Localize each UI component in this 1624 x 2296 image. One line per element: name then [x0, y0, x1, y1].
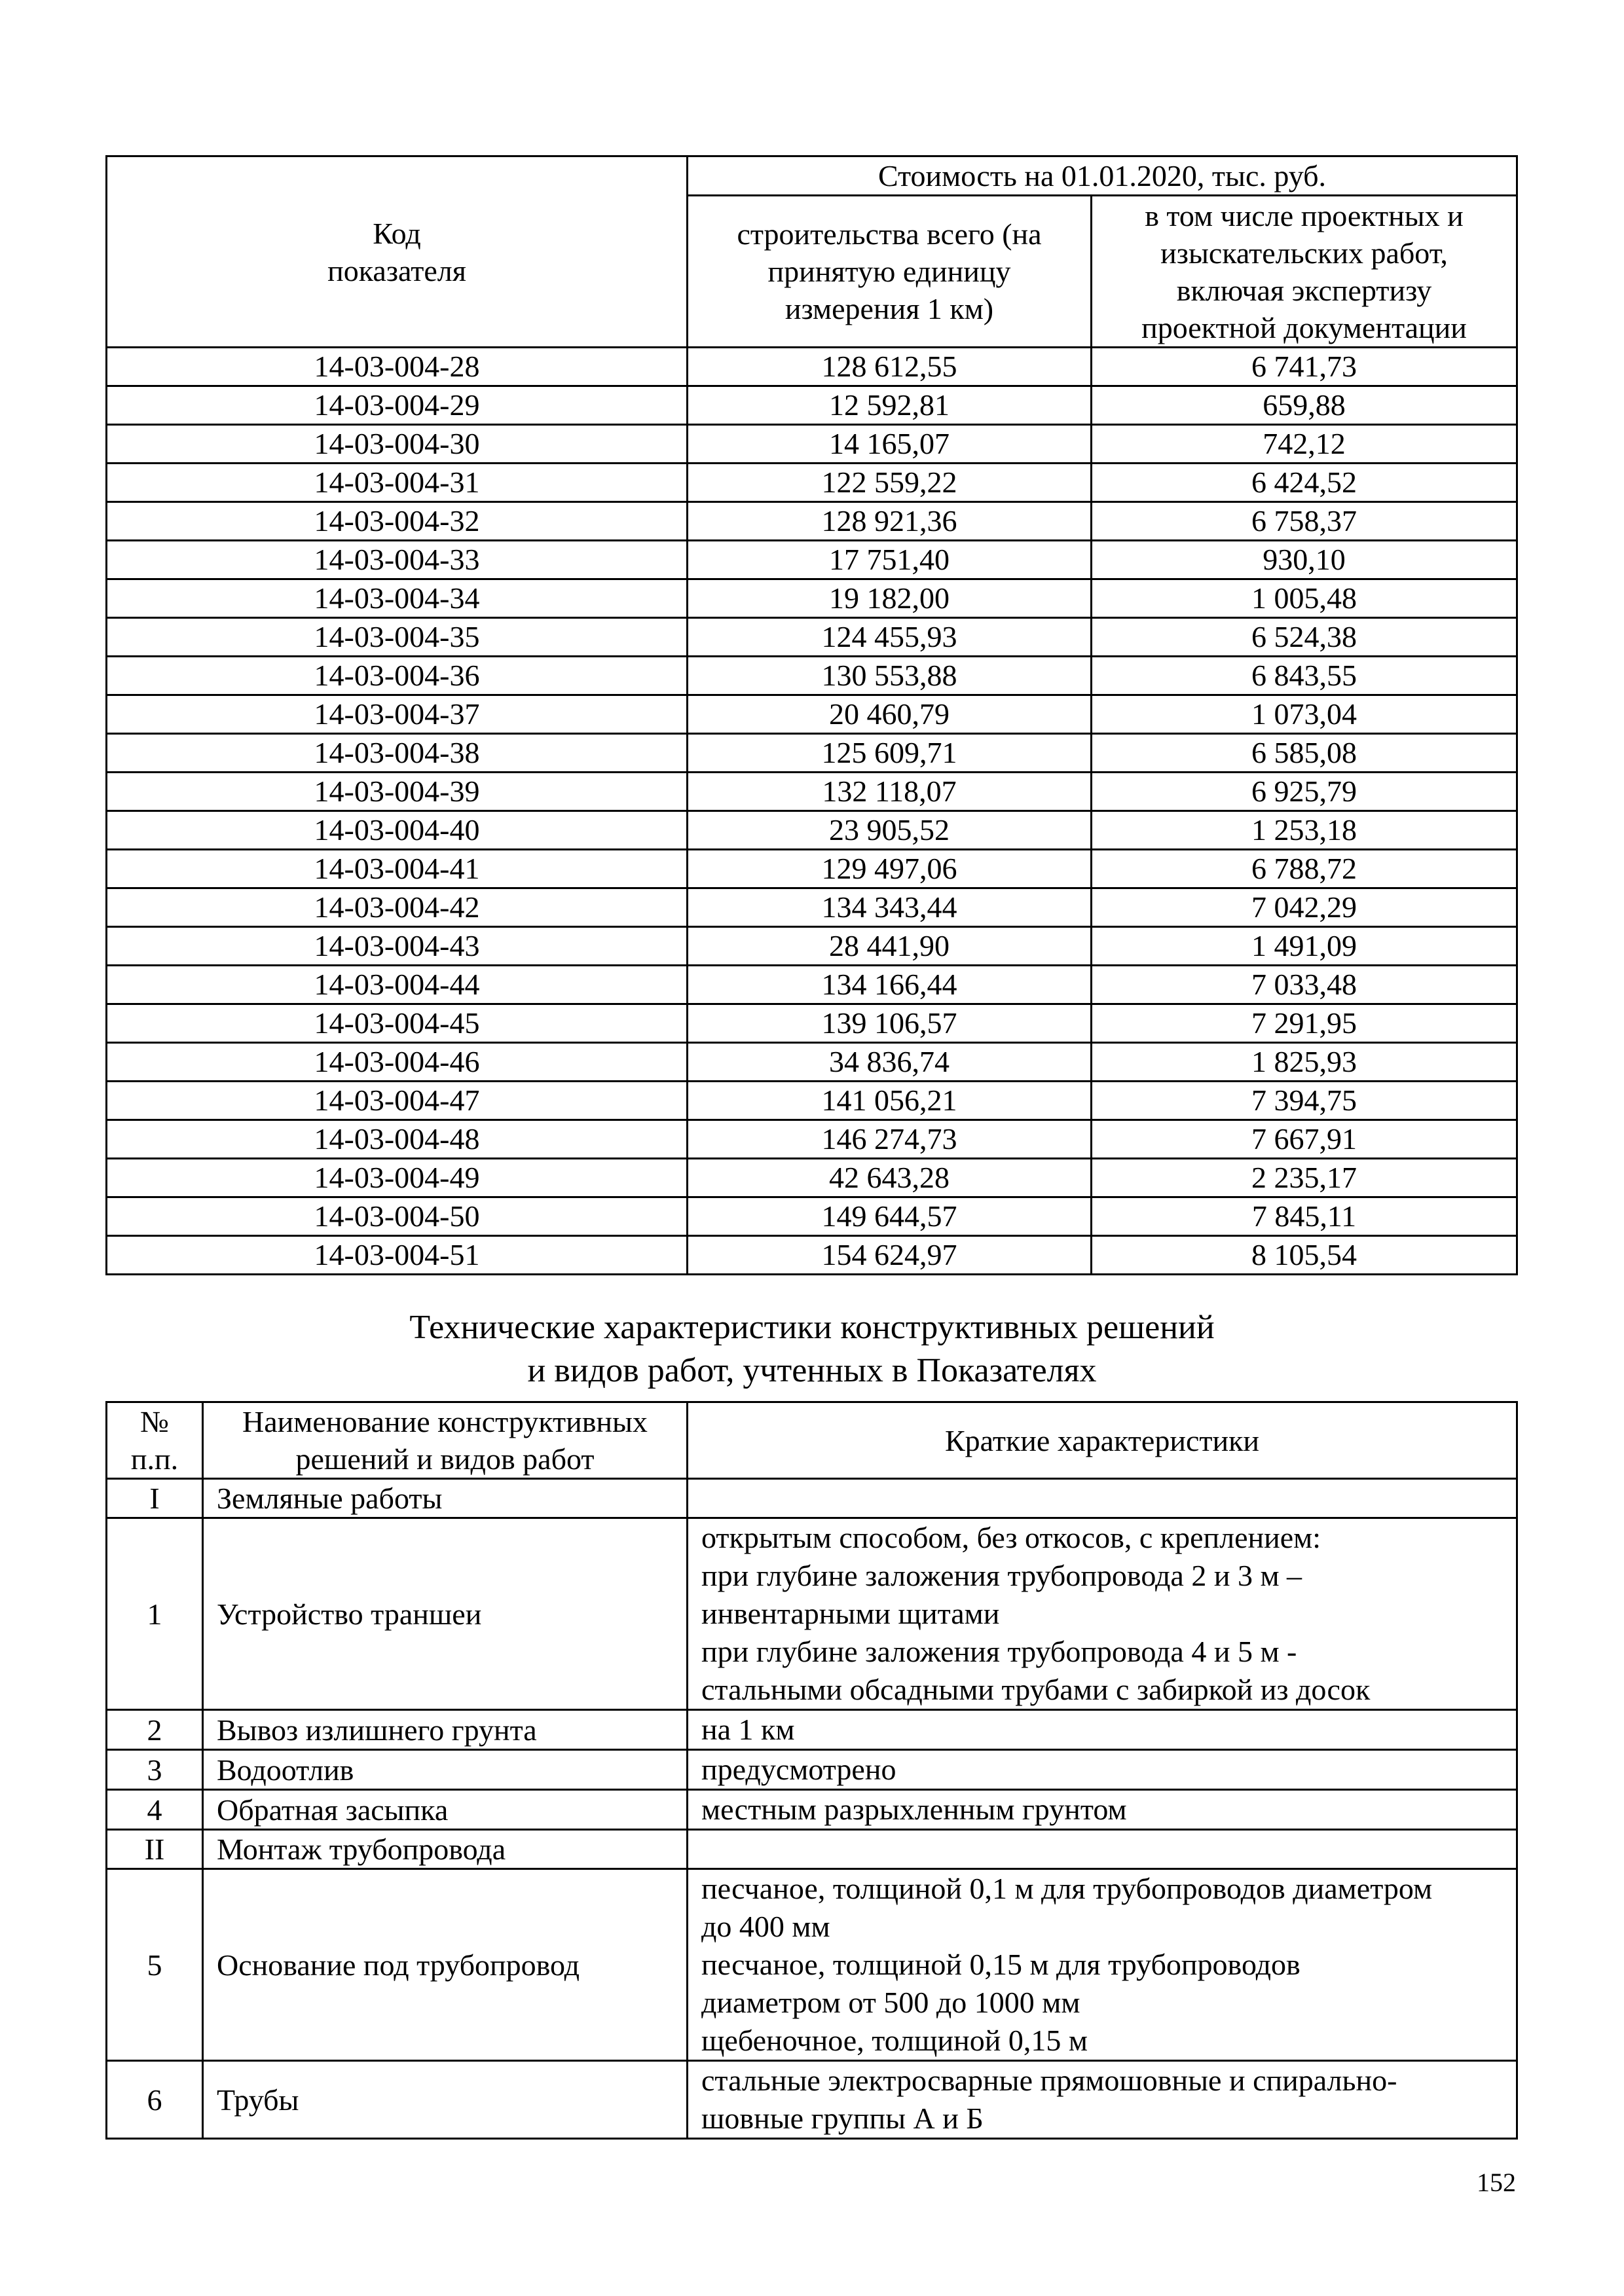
- table-row: [107, 1004, 1517, 1043]
- table-row: [107, 1120, 1517, 1159]
- table-row: [107, 1197, 1517, 1236]
- cell-construction-total: 128 612,55: [688, 348, 1092, 386]
- cell-code: 14-03-004-46: [107, 1043, 688, 1082]
- cell-num: 5: [107, 1869, 203, 2061]
- cell-code: 14-03-004-30: [107, 425, 688, 464]
- cell-construction-total: 12 592,81: [688, 386, 1092, 425]
- table-row: [107, 695, 1517, 734]
- cell-construction-total: 23 905,52: [688, 811, 1092, 850]
- table-row: [107, 1710, 1517, 1750]
- desc-line: на 1 км: [701, 1713, 795, 1746]
- cell-code: 14-03-004-43: [107, 927, 688, 966]
- desc-line: инвентарными щитами: [701, 1597, 1000, 1630]
- cell-desc: [688, 1869, 1517, 2061]
- cell-code: 14-03-004-36: [107, 657, 688, 695]
- cell-design-included: 7 033,48: [1092, 966, 1517, 1004]
- cell-num: 1: [107, 1518, 203, 1710]
- cell-num: II: [107, 1830, 203, 1869]
- cell-design-included: 2 235,17: [1092, 1159, 1517, 1197]
- cell-name: Водоотлив: [203, 1750, 688, 1790]
- desc-line: стальные электросварные прямошовные и спирально-: [701, 2064, 1397, 2097]
- cell-code: 14-03-004-38: [107, 734, 688, 773]
- cell-code: 14-03-004-51: [107, 1236, 688, 1275]
- cell-design-included: 742,12: [1092, 425, 1517, 464]
- desc-line: местным разрыхленным грунтом: [701, 1793, 1127, 1826]
- desc-line: диаметром от 500 до 1000 мм: [701, 1986, 1080, 2019]
- cell-design-included: 7 845,11: [1092, 1197, 1517, 1236]
- cell-code: 14-03-004-44: [107, 966, 688, 1004]
- table-row: [107, 1159, 1517, 1197]
- cell-construction-total: 149 644,57: [688, 1197, 1092, 1236]
- cell-construction-total: 132 118,07: [688, 773, 1092, 811]
- cell-design-included: 7 042,29: [1092, 888, 1517, 927]
- cell-design-included: 659,88: [1092, 386, 1517, 425]
- header-cost-group: Стоимость на 01.01.2020, тыс. руб.: [688, 156, 1517, 196]
- table-row: [107, 579, 1517, 618]
- cell-code: 14-03-004-29: [107, 386, 688, 425]
- desc-line: песчаное, толщиной 0,15 м для трубопроводов: [701, 1948, 1301, 1981]
- header-desc: Краткие характеристики: [688, 1402, 1517, 1479]
- cell-construction-total: 125 609,71: [688, 734, 1092, 773]
- tech-table: [105, 1401, 1518, 2140]
- header-design-included: в том числе проектных и изыскательских работ, включая экспертизу проектной документации: [1092, 196, 1517, 348]
- page-number: 152: [1477, 2168, 1516, 2197]
- cell-code: 14-03-004-48: [107, 1120, 688, 1159]
- cell-design-included: 1 073,04: [1092, 695, 1517, 734]
- desc-line: щебеночное, толщиной 0,15 м: [701, 2024, 1088, 2057]
- desc-line: при глубине заложения трубопровода 4 и 5 м -: [701, 1635, 1297, 1668]
- table-row: [107, 966, 1517, 1004]
- table-row: [107, 1869, 1517, 2061]
- table-row: [107, 1790, 1517, 1830]
- cell-desc: [688, 1790, 1517, 1830]
- cell-design-included: 8 105,54: [1092, 1236, 1517, 1275]
- cell-construction-total: 34 836,74: [688, 1043, 1092, 1082]
- cell-desc: [688, 1479, 1517, 1518]
- table-row: [107, 464, 1517, 502]
- cell-name: Монтаж трубопровода: [203, 1830, 688, 1869]
- cell-code: 14-03-004-41: [107, 850, 688, 888]
- cell-name: Обратная засыпка: [203, 1790, 688, 1830]
- table-row: [107, 657, 1517, 695]
- header-name: Наименование конструктивных решений и видов работ: [203, 1402, 688, 1479]
- section-title-line-2: и видов работ, учтенных в Показателях: [527, 1352, 1097, 1389]
- table-row: [107, 1518, 1517, 1710]
- table-row: [107, 811, 1517, 850]
- cell-design-included: 1 253,18: [1092, 811, 1517, 850]
- section-title-line-1: Технические характеристики конструктивных решений: [409, 1309, 1215, 1346]
- cell-desc: [688, 2061, 1517, 2139]
- cell-design-included: 6 741,73: [1092, 348, 1517, 386]
- desc-line: шовные группы А и Б: [701, 2102, 984, 2135]
- cell-construction-total: 20 460,79: [688, 695, 1092, 734]
- header-num: № п.п.: [107, 1402, 203, 1479]
- cell-construction-total: 129 497,06: [688, 850, 1092, 888]
- table-row: [107, 1236, 1517, 1275]
- table-row: [107, 850, 1517, 888]
- table-row: [107, 386, 1517, 425]
- cell-construction-total: 19 182,00: [688, 579, 1092, 618]
- cell-design-included: 6 585,08: [1092, 734, 1517, 773]
- cell-code: 14-03-004-28: [107, 348, 688, 386]
- cell-construction-total: 42 643,28: [688, 1159, 1092, 1197]
- cell-design-included: 6 788,72: [1092, 850, 1517, 888]
- table-row: [107, 1750, 1517, 1790]
- table-row: [107, 1082, 1517, 1120]
- cell-design-included: 6 524,38: [1092, 618, 1517, 657]
- cell-design-included: 6 758,37: [1092, 502, 1517, 541]
- desc-line: при глубине заложения трубопровода 2 и 3 м –: [701, 1559, 1302, 1592]
- cell-code: 14-03-004-45: [107, 1004, 688, 1043]
- cell-num: 3: [107, 1750, 203, 1790]
- table-row: [107, 1043, 1517, 1082]
- cell-num: 4: [107, 1790, 203, 1830]
- table-row: [107, 888, 1517, 927]
- cell-num: 6: [107, 2061, 203, 2139]
- table-row: [107, 541, 1517, 579]
- table-row: [107, 2061, 1517, 2139]
- cell-code: 14-03-004-31: [107, 464, 688, 502]
- cell-construction-total: 28 441,90: [688, 927, 1092, 966]
- cell-code: 14-03-004-47: [107, 1082, 688, 1120]
- cell-construction-total: 130 553,88: [688, 657, 1092, 695]
- cell-construction-total: 154 624,97: [688, 1236, 1092, 1275]
- cell-design-included: 1 491,09: [1092, 927, 1517, 966]
- cell-name: Вывоз излишнего грунта: [203, 1710, 688, 1750]
- cell-name: Земляные работы: [203, 1479, 688, 1518]
- cost-table: [105, 155, 1518, 1275]
- cell-construction-total: 124 455,93: [688, 618, 1092, 657]
- cell-construction-total: 141 056,21: [688, 1082, 1092, 1120]
- cell-num: I: [107, 1479, 203, 1518]
- table-row: [107, 1479, 1517, 1518]
- desc-line: открытым способом, без откосов, с креплением:: [701, 1521, 1321, 1554]
- cell-design-included: 7 394,75: [1092, 1082, 1517, 1120]
- cell-name: Основание под трубопровод: [203, 1869, 688, 2061]
- cell-construction-total: 146 274,73: [688, 1120, 1092, 1159]
- cell-name: Устройство траншеи: [203, 1518, 688, 1710]
- cell-construction-total: 139 106,57: [688, 1004, 1092, 1043]
- table-row: [107, 502, 1517, 541]
- cell-construction-total: 122 559,22: [688, 464, 1092, 502]
- table-row: [107, 927, 1517, 966]
- cell-code: 14-03-004-32: [107, 502, 688, 541]
- header-construction-total: строительства всего (на принятую единицу измерения 1 км): [688, 196, 1092, 348]
- table-row: [107, 425, 1517, 464]
- table-row: [107, 1830, 1517, 1869]
- table-row: [107, 618, 1517, 657]
- cell-desc: [688, 1518, 1517, 1710]
- cell-design-included: 7 667,91: [1092, 1120, 1517, 1159]
- desc-line: предусмотрено: [701, 1753, 896, 1786]
- cell-design-included: 6 424,52: [1092, 464, 1517, 502]
- cell-code: 14-03-004-35: [107, 618, 688, 657]
- cell-num: 2: [107, 1710, 203, 1750]
- cell-code: 14-03-004-50: [107, 1197, 688, 1236]
- cell-design-included: 6 925,79: [1092, 773, 1517, 811]
- cell-desc: [688, 1830, 1517, 1869]
- desc-line: стальными обсадными трубами с забиркой из досок: [701, 1673, 1371, 1706]
- cell-code: 14-03-004-40: [107, 811, 688, 850]
- cell-design-included: 930,10: [1092, 541, 1517, 579]
- desc-line: песчаное, толщиной 0,1 м для трубопроводов диаметром: [701, 1872, 1433, 1905]
- table-row: [107, 773, 1517, 811]
- cell-code: 14-03-004-33: [107, 541, 688, 579]
- cell-construction-total: 128 921,36: [688, 502, 1092, 541]
- cell-construction-total: 134 343,44: [688, 888, 1092, 927]
- cell-construction-total: 134 166,44: [688, 966, 1092, 1004]
- table-row: [107, 734, 1517, 773]
- cell-code: 14-03-004-37: [107, 695, 688, 734]
- cell-design-included: 6 843,55: [1092, 657, 1517, 695]
- cell-name: Трубы: [203, 2061, 688, 2139]
- table-row: [107, 348, 1517, 386]
- cell-code: 14-03-004-39: [107, 773, 688, 811]
- section-title: [0, 1306, 1624, 1393]
- cell-code: 14-03-004-42: [107, 888, 688, 927]
- cell-construction-total: 17 751,40: [688, 541, 1092, 579]
- cell-design-included: 1 825,93: [1092, 1043, 1517, 1082]
- cell-construction-total: 14 165,07: [688, 425, 1092, 464]
- cell-code: 14-03-004-34: [107, 579, 688, 618]
- cell-design-included: 7 291,95: [1092, 1004, 1517, 1043]
- cell-code: 14-03-004-49: [107, 1159, 688, 1197]
- desc-line: до 400 мм: [701, 1910, 830, 1943]
- cell-desc: [688, 1710, 1517, 1750]
- cell-desc: [688, 1750, 1517, 1790]
- header-code: Код показателя: [107, 156, 688, 348]
- cell-design-included: 1 005,48: [1092, 579, 1517, 618]
